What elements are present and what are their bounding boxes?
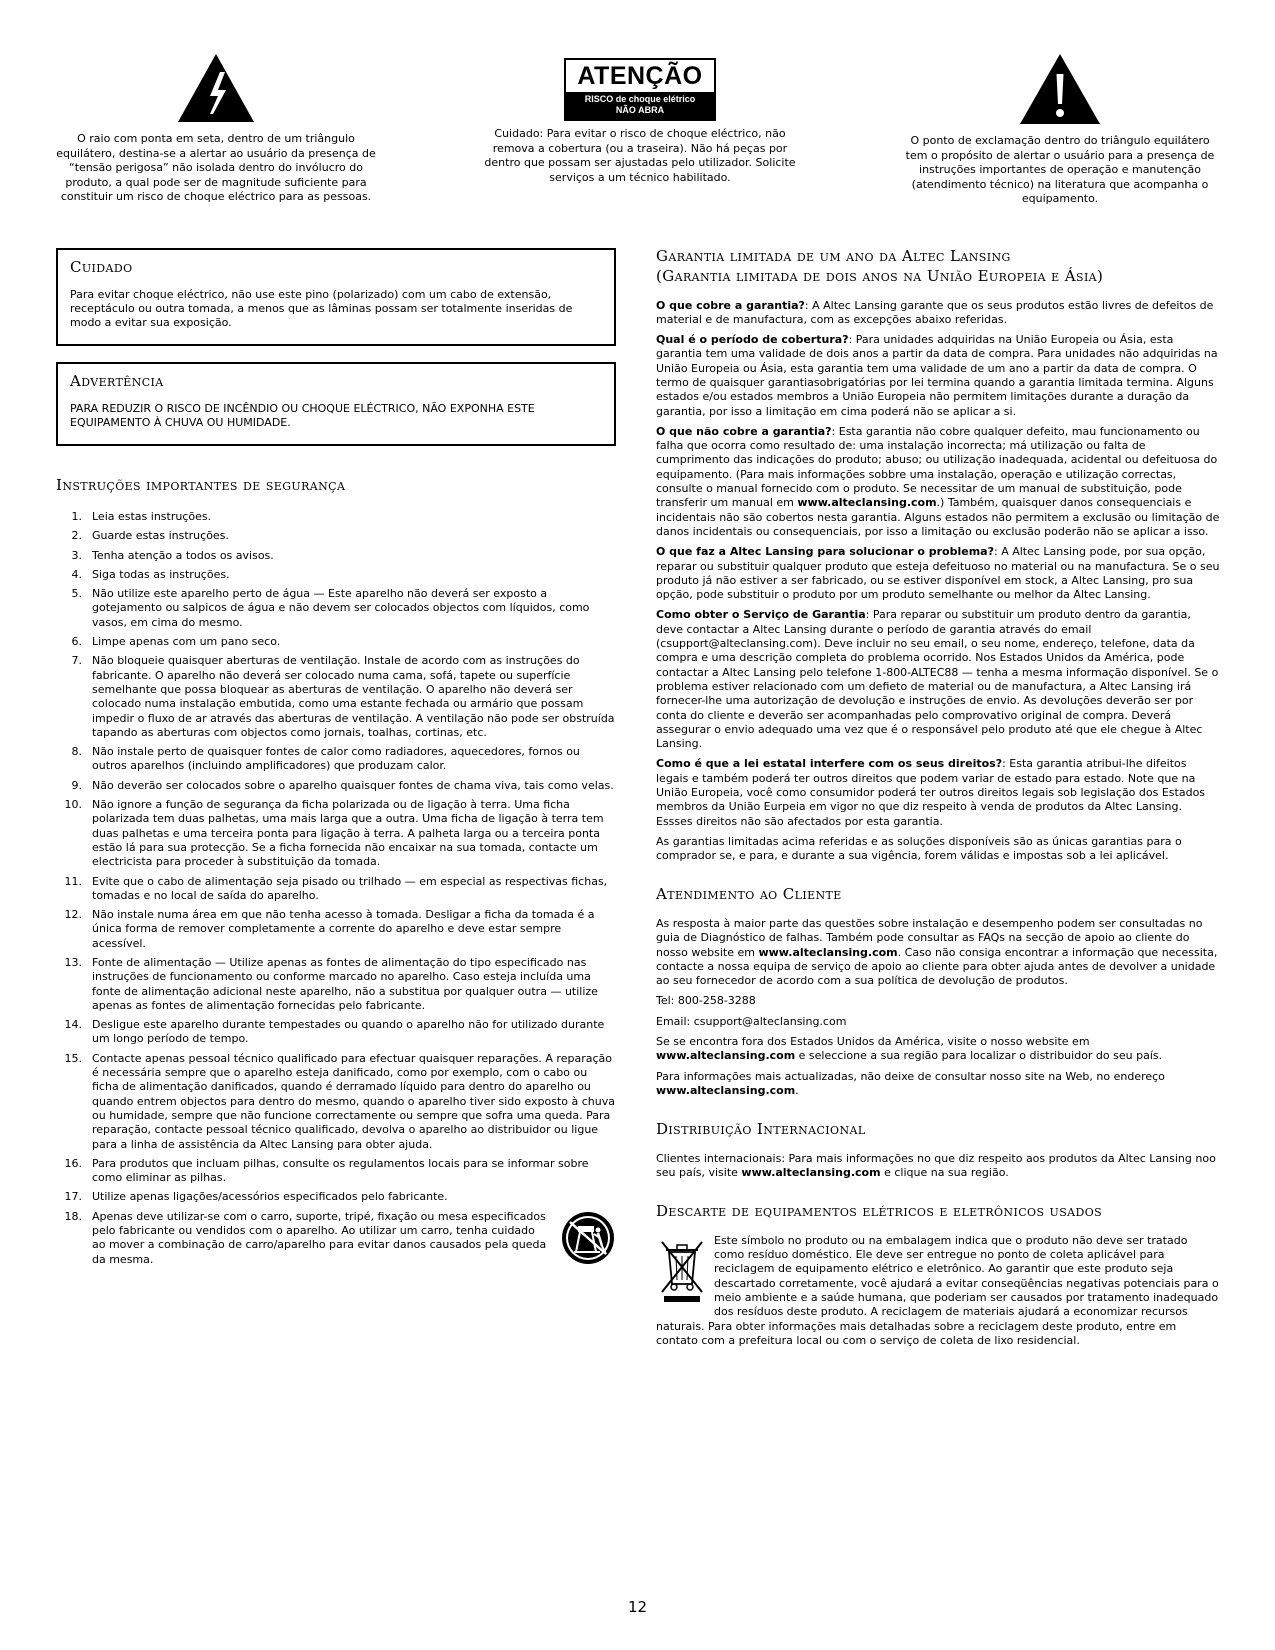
warranty-answer: : A Altec Lansing pode, por sua opção, reparar ou substituir qualquer produto que esteja defeituoso no material ou na manufactura. Se o seu produto já não estiver a ser fabricado, ou se estiver disponível em stock, a Altec Lansing, pro sua opção, pode substituir o produto por um produto semelhante ou melhor da Altec Lansing.: [656, 545, 1220, 602]
warranty-paragraph: [656, 608, 1220, 751]
website-link[interactable]: www.alteclansing.com: [656, 1083, 796, 1097]
list-item-number: 3.: [71, 548, 82, 562]
cuidado-title: Cuidado: [70, 258, 133, 276]
list-item: [56, 568, 616, 582]
list-item: [56, 798, 616, 869]
list-item-text: Limpe apenas com um pano seco.: [92, 635, 281, 649]
customer-service-paragraph: [656, 1070, 1220, 1099]
paragraph-text: Se se encontra fora dos Estados Unidos da América, visite o nosso website em: [656, 1035, 1090, 1049]
paragraph-text: e clique na sua região.: [880, 1166, 1009, 1180]
list-item-text: Siga todas as instruções.: [92, 567, 230, 581]
warranty-question: Como é que a lei estatal interfere com os seus direitos?: [656, 757, 1003, 771]
international-distribution-title: Distribuição Internacional: [656, 1120, 866, 1139]
list-item-number: 12.: [64, 908, 82, 922]
customer-service-paragraph: [656, 1035, 1220, 1064]
exclamation-warning: [900, 52, 1220, 207]
list-item: [56, 1052, 616, 1152]
list-item-text: Não instale perto de quaisquer fontes de calor como radiadores, aquecedores, fornos ou outros aparelhos (incluindo amplificadores) que produzam calor.: [92, 745, 580, 773]
website-link[interactable]: www.alteclansing.com: [656, 1049, 796, 1063]
attention-warning: [480, 52, 800, 185]
warning-symbols-header: [0, 52, 1275, 227]
warranty-answer: : Para unidades adquiridas na União Europeia ou Ásia, esta garantia tem uma validade de dois anos a partir da data de compra. Para unidades não adquiridas na União Europeia ou Ásia, esta garantia tem uma validade de um ano a partir da data de compra. O termo de quaisquer garantiasobrigatórias por lei termina quando a garantia limitada termina. Alguns estados e/ou estados membros a União Europeia não permitem limitações durante a duração da garantia, por isso a limitação em cima poderá não se aplicar a si.: [656, 333, 1218, 418]
customer-service-paragraph: [656, 917, 1220, 988]
list-item-text: Utilize apenas ligações/acessórios especificados pelo fabricante.: [92, 1190, 448, 1204]
list-item-number: 2.: [71, 529, 82, 543]
paragraph-text: e seleccione a sua região para localizar o distribuidor do seu país.: [795, 1049, 1163, 1063]
attention-label: [564, 58, 716, 121]
customer-service-title: Atendimento ao Cliente: [656, 885, 842, 904]
list-item-number: 8.: [71, 745, 82, 759]
warranty-title-line2: (Garantia limitada de dois anos na União Europeia e Ásia): [656, 267, 1104, 286]
warranty-paragraph: [656, 333, 1220, 419]
warranty-paragraph: [656, 299, 1220, 328]
website-link[interactable]: www.alteclansing.com: [797, 496, 937, 510]
list-item-text: Guarde estas instruções.: [92, 529, 229, 543]
list-item-number: 14.: [64, 1018, 82, 1032]
exclamation-triangle-icon: [1018, 52, 1102, 126]
right-column: [656, 246, 1220, 1354]
warranty-question: O que não cobre a garantia?: [656, 424, 832, 438]
warranty-answer: : Para reparar ou substituir um produto dentro da garantia, deve contactar a Altec Lansing durante o período de garantia através do email (csupport@alteclansing.com). Deve incluir no seu email, o seu nome, endereço, telefone, data da compra e uma descrição completa do problema ocorrido. Nos Estados Unidos da América, pode contactar a Altec Lansing pelo telefone 1-800-ALTEC88 — tenha a mesma informação disponível. Se o problema estiver relacionado com um defieto de material ou de manufactura, a Altec Lansing irá fornecer-lhe uma autorização de devolução e instruções de envio. As devoluções deverão ser por conta do cliente e deverão ser acompanhadas pelo comprovativo original de compra. Deverá assegurar o envio adequado uma vez que é o responsável pelo produto até que ele chegue à Altec Lansing.: [656, 608, 1219, 751]
list-item-text: Não deverão ser colocados sobre o aparelho quaisquer fontes de chama viva, tais como velas.: [92, 778, 614, 792]
cuidado-text: Para evitar choque eléctrico, não use este pino (polarizado) com um cabo de extensão, receptáculo ou outra tomada, a menos que as lâminas possam ser totalmente inseridas de modo a evitar sua exposição.: [70, 287, 573, 330]
list-item-number: 18.: [64, 1209, 82, 1223]
list-item-text: Leia estas instruções.: [92, 509, 212, 523]
attention-text: Cuidado: Para evitar o risco de choque eléctrico, não remova a cobertura (ou a traseira). Não há peças por dentro que possam ser ajustadas pelo utilizador. Solicite serviços a um técnico habilitado.: [484, 127, 796, 184]
warranty-question: O que faz a Altec Lansing para solucionar o problema?: [656, 545, 994, 559]
list-item-text: Contacte apenas pessoal técnico qualificado para efectuar quaisquer reparações. A reparação é necessária sempre que o aparelho esteja danificado, como por exemplo, com o cabo ou ficha de alimentação danificados, quando é derramado líquido para dentro do aparelho ou quando entrem objectos para dentro do mesmo, quando o aparelho tiver sido exposto à chuva ou humidade, sempre que não funcione correctamente ou sempre que sofra uma queda. Para reparação, contacte pessoal técnico qualificado, devolva o aparelho ao distribuidor ou ligue para a linha de assistência da Altec Lansing para obter ajuda.: [92, 1051, 616, 1151]
list-item-number: 15.: [64, 1051, 82, 1065]
advertencia-box: [56, 362, 616, 446]
list-item-text: Fonte de alimentação — Utilize apenas as fontes de alimentação do tipo especificado nas instruções de funcionamento ou conforme marcado no aparelho. Caso esteja incluída uma fonte de alimentação adicional neste aparelho, não a substitua por qualquer outra — utilize apenas as fontes de alimentação fornecidas pelo fabricante.: [92, 956, 598, 1012]
list-item-number: 6.: [71, 635, 82, 649]
warranty-question: Qual é o período de cobertura?: [656, 333, 849, 347]
page-number: 12: [627, 1598, 648, 1616]
crossed-bin-icon: [656, 1234, 708, 1304]
list-item: [56, 549, 616, 563]
warranty-answer: : Esta garantia não cobre qualquer defeito, mau funcionamento ou falha que ocorra como resultado de: uma instalação incorrecta; má utilização ou falta de cumprimento das indicações do produto; abuso; ou utilização inadequada, acidental ou defeituosa do equipamento. (Para mais informações sobbre uma instalação, operação e utilização correctas, consulte o manual fornecido com o produto. Se necessitar de um manual de substituição, pode transferir um manual em: [656, 424, 1218, 510]
lightning-warning-text: O raio com ponta em seta, dentro de um triângulo equilátero, destina-se a alertar ao usuário da presença de “tensão perigosa” não isolada dentro do invólucro do produto, a qual pode ser de magnitude suficiente para constituir um risco de choque eléctrico para as pessoas.: [56, 132, 376, 204]
list-item-number: 5.: [71, 587, 82, 601]
warranty-title-line1: Garantia limitada de um ano da Altec Lansing: [656, 247, 1011, 265]
website-link[interactable]: www.alteclansing.com: [758, 945, 898, 959]
paragraph-text: . Caso não consiga encontrar a informação que necessita, contacte a nossa equipa de serviço de apoio ao cliente para obter ajuda antes de devolver a unidade ao seu fornecedor de acordo com a sua política de devolução de produtos.: [656, 945, 1218, 988]
paragraph-text: Clientes internacionais: Para mais informações no que diz respeito aos produtos da Altec Lansing noo seu país, visite: [656, 1151, 1216, 1180]
warranty-paragraph: [656, 757, 1220, 828]
warranty-paragraph: [656, 545, 1220, 602]
warranty-question: Como obter o Serviço de Garantia: [656, 608, 866, 622]
list-item: [56, 1018, 616, 1047]
list-item-text: Para produtos que incluam pilhas, consulte os regulamentos locais para se informar sobre como eliminar as pilhas.: [92, 1156, 589, 1185]
cart-warning-icon: [560, 1210, 616, 1266]
list-item-number: 4.: [71, 567, 82, 581]
list-item-number: 16.: [64, 1156, 82, 1170]
cuidado-box: [56, 248, 616, 346]
list-item-text: Não ignore a função de segurança da ficha polarizada ou de ligação à terra. Uma ficha polarizada tem duas palhetas, uma mais larga que a outra. Uma ficha de ligação à terra tem duas palhetas e uma terceira ponta para ligação à terra. A palheta larga ou a terceira ponta estão lá para sua protecção. Se a ficha fornecida não encaixar na sua tomada, contacte um electricista para proceder à substituição da tomada.: [92, 798, 604, 869]
list-item-text: Apenas deve utilizar-se com o carro, suporte, tripé, fixação ou mesa especificados pelo fabricante ou vendidos com o aparelho. Ao utilizar um carro, tenha cuidado ao mover a combinação de carro/aparelho para evitar danos causados pela queda da mesma.: [92, 1209, 547, 1266]
disposal-title: Descarte de equipamentos elétricos e eletrônicos usados: [656, 1202, 1103, 1221]
attention-title: ATENÇÃO: [577, 62, 703, 90]
left-column: [56, 248, 616, 1267]
list-item: [56, 510, 616, 524]
list-item-text: Evite que o cabo de alimentação seja pisado ou trilhado — em especial as respectivas fichas, tomadas e no local de saída do aparelho.: [92, 874, 608, 902]
warranty-answer: : Esta garantia atribui-lhe difeitos legais e também poderá ter outros direitos que podem variar de estado para estado. Note que na União Europeia, você como consumidor poderá ter outros direitos legais sob legislação dos Estados membros da União Eurpeia em vigor no que diz respeito à venda de produtos da Altec Lansing. Essses direitos não são afectados por esta garantia.: [656, 757, 1206, 828]
list-item: [56, 529, 616, 543]
paragraph-text: Para informações mais actualizadas, não deixe de consultar nosso site na Web, no endereço: [656, 1069, 1165, 1083]
warranty-answer: .) Também, quaisquer danos consequenciais e incidentais não são cobertos nesta garantia. Alguns estados não permitem a exclusão ou limitação de danos incidentais ou consequenciais, por isso a limitação ou exclusão poderão não se aplicar a isso.: [656, 496, 1220, 538]
list-item: [56, 587, 616, 630]
attention-sub-line2: NÃO ABRA: [615, 105, 665, 115]
website-link[interactable]: www.alteclansing.com: [741, 1166, 881, 1180]
lightning-warning: [56, 52, 376, 205]
international-distribution-paragraph: [656, 1152, 1220, 1181]
warranty-paragraph: [656, 425, 1220, 539]
list-item: [56, 1157, 616, 1186]
advertencia-text: PARA REDUZIR O RISCO DE INCÊNDIO OU CHOQUE ELÉCTRICO, NÃO EXPONHA ESTE EQUIPAMENTO À CHUVA OU HUMIDADE.: [70, 401, 535, 430]
attention-subtitle: [566, 92, 714, 119]
list-item-number: 10.: [64, 798, 82, 812]
safety-instructions-list: [56, 510, 616, 1205]
warranty-paragraph: As garantias limitadas acima referidas e as soluções disponíveis são as únicas garantias para o comprador se, e para, e durante a sua vigência, forem válidas e impostas sob a lei aplicável.: [656, 834, 1182, 863]
attention-sub-line1: RISCO de choque elétrico: [584, 94, 696, 104]
list-item-text: Desligue este aparelho durante tempestades ou quando o aparelho não for utilizado durante um longo período de tempo.: [92, 1018, 605, 1046]
list-item-number: 7.: [71, 654, 82, 668]
list-item: [56, 779, 616, 793]
warranty-answer: : A Altec Lansing garante que os seus produtos estão livres de defeitos de material e de manufactura, com as excepções abaixo referidas.: [656, 298, 1214, 326]
list-item-number: 17.: [64, 1190, 82, 1204]
list-item-text: Não instale numa área em que não tenha acesso à tomada. Desligar a ficha da tomada é a única forma de remover completamente a corrente do aparelho e deve estar sempre acessível.: [92, 908, 595, 950]
paragraph-text: .: [795, 1083, 799, 1097]
list-item-text: Não bloqueie quaisquer aberturas de ventilação. Instale de acordo com as instruções do fabricante. O aparelho não deverá ser colocado numa cama, sofá, tapete ou superfície semelhante que possa bloquear as aberturas de ventilação. O aparelho não deverá ser colocado numa instalação embutida, como uma estante fechada ou armário que possam impedir o fluxo de ar através das aberturas de ventilação. A ventilação não pode ser obstruída tapando as aberturas com objectos como jornais, toalhas, cortinas, etc.: [92, 654, 615, 739]
list-item: [56, 1190, 616, 1204]
lightning-triangle-icon: [176, 52, 256, 124]
list-item-number: 1.: [71, 509, 82, 523]
list-item: [56, 654, 616, 740]
list-item: [56, 956, 616, 1013]
paragraph-text: As resposta à maior parte das questões sobre instalação e desempenho podem ser consultadas no guia de Diagnóstico de falhas. Também pode consultar as FAQs na secção de apoio ao cliente do nosso website em: [656, 916, 1203, 959]
warranty-title: [656, 246, 1220, 287]
list-item-number: 11.: [64, 874, 82, 888]
list-item: [56, 1210, 616, 1267]
exclamation-warning-text: O ponto de exclamação dentro do triângulo equilátero tem o propósito de alertar o usuário para a presença de instruções importantes de operação e manutenção (atendimento técnico) na literatura que acompanha o equipamento.: [905, 134, 1215, 206]
customer-service-email: Email: csupport@alteclansing.com: [656, 1014, 847, 1028]
warranty-question: O que cobre a garantia?: [656, 298, 805, 312]
list-item-number: 13.: [64, 956, 82, 969]
customer-service-phone: Tel: 800-258-3288: [656, 994, 756, 1008]
advertencia-title: Advertência: [70, 372, 164, 391]
list-item: [56, 745, 616, 774]
list-item: [56, 908, 616, 951]
safety-instructions-title: Instruções importantes de segurança: [56, 476, 346, 495]
list-item: [56, 635, 616, 649]
disposal-section: [656, 1234, 1220, 1348]
disposal-text: Este símbolo no produto ou na embalagem indica que o produto não deve ser tratado como resíduo doméstico. Ele deve ser entregue no ponto de coleta aplicável para reciclagem de equipamento elétrico e eletrônico. Ao garantir que este produto seja descartado corretamente, você ajudará a evitar conseqüências negativas potenciais para o meio ambiente e a saúde humana, que poderiam ser causados por tratamento inadequado dos resíduos deste produto. A reciclagem de materiais ajudará a economizar recursos naturais. Para obter informações mais detalhadas sobre a reciclagem deste produto, entre em contato com a prefeitura local ou com o serviço de coleta de lixo residencial.: [656, 1233, 1219, 1347]
list-item: [56, 875, 616, 904]
list-item-text: Não utilize este aparelho perto de água — Este aparelho não deverá ser exposto a gotejamento ou salpicos de água e não devem ser colocados objectos com líquidos, como vasos, em cima do mesmo.: [92, 587, 590, 629]
list-item-number: 9.: [71, 778, 82, 792]
list-item-text: Tenha atenção a todos os avisos.: [92, 548, 274, 562]
